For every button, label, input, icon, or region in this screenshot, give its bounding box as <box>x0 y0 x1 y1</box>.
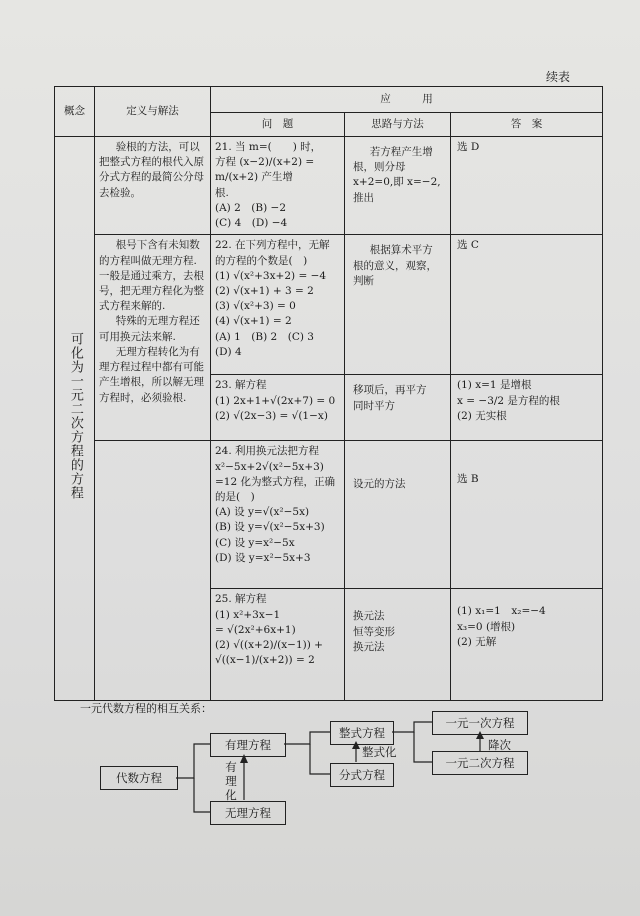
label-rationalize: 有理化 <box>225 760 237 802</box>
definition-text: 特殊的无理方程还可用换元法来解. <box>99 315 200 343</box>
definition-text: 无理方程转化为有理方程过程中都有可能产生增根，所以解无理方程时，必须验根. <box>99 345 204 404</box>
box-quadratic-equation: 一元二次方程 <box>432 751 528 775</box>
question-line: 方程 (x−2)/(x+2) = m/(x+2) 产生增 <box>215 156 318 184</box>
answer-21 <box>451 137 603 235</box>
label-integralize: 整式化 <box>362 745 397 759</box>
approach-24 <box>345 441 451 589</box>
answer-22 <box>451 235 603 375</box>
question-line: =12 化为整式方程，正确的是( ) <box>215 475 335 503</box>
relations-title: 一元代数方程的相互关系： <box>80 702 212 715</box>
approach-line: 设元的方法 <box>353 478 406 491</box>
question-line: (2) √(x+1) + 3 = 2 <box>215 284 314 297</box>
answer-24 <box>451 441 603 589</box>
approach-line: 恒等变形 <box>353 625 395 638</box>
definition-text: 验根的方法，可以把整式方程的根代入原分式方程的最简公分母去检验。 <box>99 141 204 199</box>
question-22 <box>211 235 345 375</box>
answer-line: 选 B <box>457 473 479 486</box>
approach-22 <box>345 235 451 375</box>
answer-line: x = −3/2 是方程的根 <box>457 394 560 407</box>
question-line: 22. 在下列方程中，无解的方程的个数是( ) <box>215 239 330 267</box>
question-line: (1) x²+3x−1 <box>215 608 281 621</box>
box-irrational-equation: 无理方程 <box>210 801 286 825</box>
question-line: (C) 4 (D) −4 <box>215 217 288 230</box>
approach-line: 换元法 <box>353 610 385 623</box>
answer-line: 选 C <box>457 239 479 252</box>
approach-line: 换元法 <box>353 640 385 653</box>
header-answer: 答 案 <box>451 113 603 137</box>
question-line: (B) 设 y=√(x²−5x+3) <box>215 521 325 534</box>
box-linear-equation: 一元一次方程 <box>432 711 528 735</box>
definition-cell-1 <box>95 137 211 235</box>
label-reduce-degree: 降次 <box>488 738 511 752</box>
question-25 <box>211 589 345 701</box>
continued-label: 续表 <box>546 70 571 84</box>
question-line: 23. 解方程 <box>215 379 267 392</box>
definition-cell-empty <box>95 441 211 701</box>
box-rational-equation: 有理方程 <box>210 733 286 757</box>
answer-line: x₃=0 (增根) <box>457 620 516 633</box>
question-line: (A) 2 (B) −2 <box>215 201 287 214</box>
answer-line: (2) 无实根 <box>457 409 507 422</box>
question-line: (4) √(x+1) = 2 <box>215 315 292 328</box>
question-line: (A) 设 y=√(x²−5x) <box>215 506 310 519</box>
approach-line: 若方程产生增根，则分母 x+2=0,即 x=−2,推出 <box>353 146 441 204</box>
approach-line: 同时平方 <box>353 399 395 412</box>
header-approach: 思路与方法 <box>345 113 451 137</box>
answer-line: (1) x₁=1 x₂=−4 <box>457 605 546 618</box>
question-line: = √(2x²+6x+1) <box>215 623 296 636</box>
approach-21 <box>345 137 451 235</box>
definition-cell-2 <box>95 235 211 441</box>
answer-line: (1) x=1 是增根 <box>457 379 532 392</box>
question-line: x²−5x+2√(x²−5x+3) <box>215 460 324 473</box>
question-line: 25. 解方程 <box>215 593 267 606</box>
answer-23 <box>451 375 603 441</box>
answer-line: 选 D <box>457 141 480 153</box>
question-line: (A) 1 (B) 2 (C) 3 <box>215 330 314 343</box>
definition-text: 根号下含有未知数的方程叫做无理方程.一般是通过乘方，去根号，把无理方程化为整式方程来解的. <box>99 239 204 313</box>
question-23 <box>211 375 345 441</box>
question-line: 24. 利用换元法把方程 <box>215 445 320 458</box>
question-21 <box>211 137 345 235</box>
box-integral-equation: 整式方程 <box>330 721 394 745</box>
concept-cell <box>55 137 95 701</box>
question-line: (2) √((x+2)/(x−1)) + √((x−1)/(x+2)) = 2 <box>215 638 327 667</box>
question-line: (1) 2x+1+√(2x+7) = 0 <box>215 394 336 407</box>
box-fractional-equation: 分式方程 <box>330 763 394 787</box>
question-line: 21. 当 m=( ) 时， <box>215 141 322 153</box>
question-line: (3) √(x²+3) = 0 <box>215 300 296 313</box>
approach-line: 根据算术平方根的意义，观察，判断 <box>353 244 437 287</box>
question-line: (D) 4 <box>215 345 242 358</box>
header-concept: 概念 <box>55 87 95 137</box>
concept-text: 可化为一元二次方程的方程 <box>67 332 83 501</box>
approach-line: 移项后，再平方 <box>353 384 427 397</box>
question-24 <box>211 441 345 589</box>
header-application: 应 用 <box>211 87 603 113</box>
question-line: (1) √(x²+3x+2) = −4 <box>215 269 327 282</box>
answer-line: (2) 无解 <box>457 635 497 648</box>
approach-23 <box>345 375 451 441</box>
question-line: (2) √(2x−3) = √(1−x) <box>215 409 328 422</box>
header-question: 问 题 <box>211 113 345 137</box>
question-line: (D) 设 y=x²−5x+3 <box>215 551 311 564</box>
approach-25 <box>345 589 451 701</box>
question-line: (C) 设 y=x²−5x <box>215 536 295 549</box>
question-line: 根. <box>215 186 229 199</box>
box-algebraic-equation: 代数方程 <box>100 766 178 790</box>
content-table <box>54 86 603 701</box>
answer-25 <box>451 589 603 701</box>
header-definition: 定义与解法 <box>95 87 211 137</box>
